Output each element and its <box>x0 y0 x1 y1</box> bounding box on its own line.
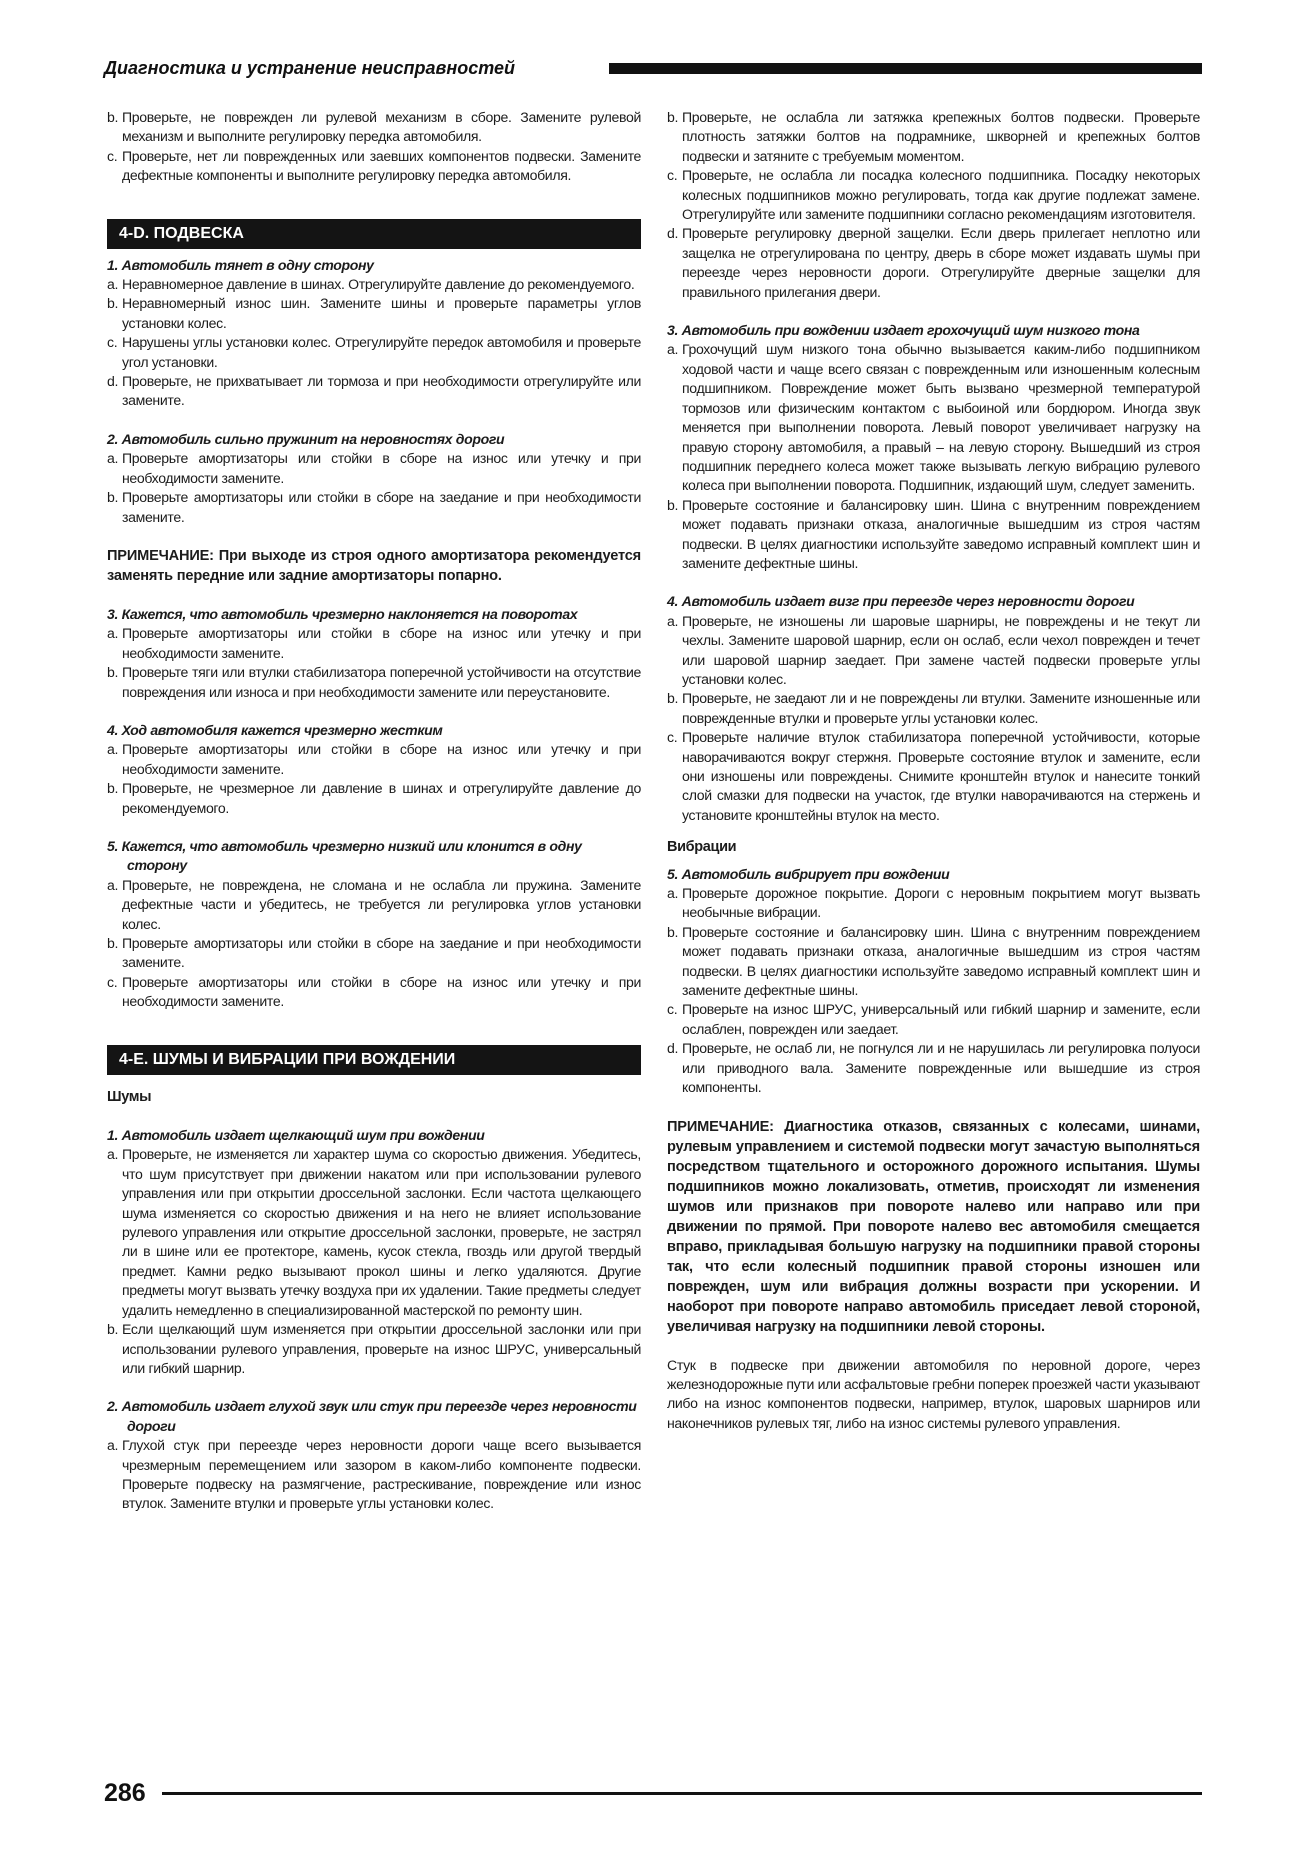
item-text: Проверьте, не ослабла ли посадка колесного подшипника. Посадку некоторых колесных подшипников можно регулировать, тогда как другие подлежат замене. Отрегулируйте или замените подшипники согласно рекомендациям изготовителя. <box>682 167 1200 223</box>
note-block: ПРИМЕЧАНИЕ: При выходе из строя одного амортизатора рекомендуется заменять передние или задние амортизаторы попарно. <box>107 547 641 584</box>
header-rule <box>609 63 1202 74</box>
item-label: c. <box>667 729 678 746</box>
item-text: Проверьте регулировку дверной защелки. Если дверь прилегает неплотно или защелка не отрегулирована по центру, дверь в сборе может издавать шумы при переезде через неровности дороги. Отрегулируйте дверные защелки для правильного прилегания двери. <box>682 225 1200 300</box>
item-text: Проверьте амортизаторы или стойки в сборе на заедание и при необходимости замените. <box>122 489 641 525</box>
item-label: d. <box>667 225 679 242</box>
item-label: b. <box>107 935 119 951</box>
list-item <box>667 884 1200 923</box>
right-column <box>667 108 1200 1433</box>
list-item <box>107 1145 641 1320</box>
item-label: d. <box>107 373 119 390</box>
item-label: a. <box>107 276 119 293</box>
section-heading-4d: 4-D. ПОДВЕСКА <box>107 219 641 249</box>
intro-items <box>107 108 641 186</box>
subtitle-noises: Шумы <box>107 1088 152 1105</box>
item-text: Проверьте тяги или втулки стабилизатора поперечной устойчивости на отсутствие повреждения или износа и при необходимости замените или переустановите. <box>122 664 641 700</box>
list-item <box>107 973 641 1012</box>
item-text: Проверьте, нет ли поврежденных или заевших компонентов подвески. Замените дефектные компоненты и выполните регулировку передка автомобиля. <box>122 147 641 184</box>
list-item <box>667 166 1200 224</box>
item-text: Проверьте амортизаторы или стойки в сборе на износ или утечку и при необходимости замените. <box>122 450 641 486</box>
item-label: a. <box>107 625 119 642</box>
item-text: Проверьте, не прихватывает ли тормоза и при необходимости отрегулируйте или замените. <box>122 373 641 409</box>
item-text: Проверьте, не ослаб ли, не погнулся ли и не нарушилась ли регулировка полуоси или приводного вала. Замените поврежденные или вышедшие из строя компоненты. <box>682 1040 1200 1096</box>
note-block: ПРИМЕЧАНИЕ: Диагностика отказов, связанных с колесами, шинами, рулевым управлением и системой подвески могут зачастую выполняться посредством тщательного и осторожного дорожного испытания. Шумы подшипников можно локализовать, отметив, происходят ли изменения шумов или признаков при повороте налево или направо или при движении по прямой. При повороте налево вес автомобиля смещается вправо, прикладывая большую нагрузку на подшипники правой стороны так, что если колесный подшипник правой стороны изношен или поврежден, шум или вибрация должны возрасти при ускорении. И наоборот при повороте направо автомобиль приседает левой стороной, увеличивая нагрузку на подшипники левой стороны. <box>667 1118 1200 1335</box>
item-text: Проверьте на износ ШРУС, универсальный или гибкий шарнир и замените, если ослаблен, поврежден или заедает. <box>682 1001 1200 1037</box>
subsection-heading: 3. Кажется, что автомобиль чрезмерно наклоняется на поворотах <box>107 605 578 622</box>
item-text: Проверьте амортизаторы или стойки в сборе на износ или утечку и при необходимости замените. <box>122 625 641 661</box>
item-text: Глухой стук при переезде через неровности дороги чаще всего вызывается чрезмерным перемещением или зазором в каком-либо компоненте подвески. Проверьте подвеску на размягчение, растрескивание, повреждение или износ втулок. Замените втулки и проверьте углы установки колес. <box>122 1437 641 1512</box>
list-item <box>107 663 641 702</box>
list-item <box>107 333 641 372</box>
list-item <box>107 372 641 411</box>
subsection-heading: 4. Ход автомобиля кажется чрезмерно жестким <box>107 721 443 738</box>
item-label: b. <box>107 1321 119 1338</box>
list-item <box>667 728 1200 825</box>
item-text: Неравномерное давление в шинах. Отрегулируйте давление до рекомендуемого. <box>122 276 635 293</box>
subsection-heading: 1. Автомобиль издает щелкающий шум при вождении <box>107 1127 485 1144</box>
item-text: Если щелкающий шум изменяется при открытии дроссельной заслонки или при использовании рулевого управления, проверьте на износ ШРУС, универсальный или гибкий шарнир. <box>122 1321 641 1376</box>
item-text: Проверьте амортизаторы или стойки в сборе на износ или утечку и при необходимости замените. <box>122 741 641 777</box>
item-text: Проверьте, не повреждена, не сломана и не ослабла ли пружина. Замените дефектные части и убедитесь, не требуется ли регулировка углов установки колес. <box>122 876 641 932</box>
item-label: c. <box>107 147 118 164</box>
item-text: Грохочущий шум низкого тона обычно вызывается каким-либо подшипником ходовой части и чаще всего связан с поврежденным или изношенным колесным подшипником. Повреждение может быть вызвано чрезмерной температурой тормозов или физическим контактом с выбоиной или бордюром. Иногда звук меняется при выполнении поворота. Левый поворот увеличивает нагрузку на правую сторону автомобиля, а правый – на левую сторону. Вышедший из строя подшипник переднего колеса может также вызывать легкую вибрацию рулевого колеса при выполнении поворота. Подшипник, издающий шум, следует заменить. <box>682 341 1200 494</box>
item-text: Проверьте состояние и балансировку шин. Шина с внутренним повреждением может подавать признаки отказа, аналогичные вышедшим из строя частям подвески. В целях диагностики используйте заведомо исправный комплект шин и замените дефектные шины. <box>682 923 1200 999</box>
list-item <box>107 1320 641 1378</box>
item-text: Проверьте амортизаторы или стойки в сборе на износ или утечку и при необходимости замените. <box>122 973 641 1010</box>
list-item <box>107 934 641 973</box>
subsection-heading: 5. Автомобиль вибрирует при вождении <box>667 865 950 882</box>
list-item <box>667 224 1200 302</box>
list-item <box>107 488 641 527</box>
list-item <box>107 147 641 186</box>
item-label: b. <box>667 496 679 513</box>
item-text: Проверьте, не чрезмерное ли давление в шинах и отрегулируйте давление до рекомендуемого. <box>122 780 641 816</box>
header-title: Диагностика и устранение неисправностей <box>104 58 516 78</box>
item-label: b. <box>107 109 119 125</box>
list-item <box>107 108 641 147</box>
subsection-heading: 5. Кажется, что автомобиль чрезмерно низкий или клонится в одну сторону <box>107 837 582 874</box>
list-item <box>667 496 1200 574</box>
page-number: 286 <box>104 1779 146 1807</box>
list-item <box>107 779 641 818</box>
item-text: Проверьте, не изменяется ли характер шума со скоростью движения. Убедитесь, что шум присутствует при движении накатом или при использовании рулевого управления или при открытии дроссельной заслонки. Если частота щелкающего шума изменяется со скоростью движения и на него не влияет использование рулевого управления или открытие дроссельной заслонки, проверьте, не застрял ли в шине или ее протекторе, камень, кусок стекла, гвоздь или другой твердый предмет. Камни редко вызывают прокол шины и легко удаляются. Другие предметы могут вызвать утечку воздуха при их удалении. Такие предметы следует удалить немедленно в специализированной мастерской по ремонту шин. <box>122 1146 641 1318</box>
left-column <box>107 108 641 1514</box>
item-text: Проверьте, не заедают ли и не повреждены ли втулки. Замените изношенные или поврежденные втулки и проверьте углы установки колес. <box>682 690 1200 726</box>
subsection-heading: 4. Автомобиль издает визг при переезде через неровности дороги <box>667 593 1135 610</box>
item-text: Проверьте, не поврежден ли рулевой механизм в сборе. Замените рулевой механизм и выполните регулировку передка автомобиля. <box>122 109 641 145</box>
item-label: a. <box>107 1437 119 1454</box>
item-label: b. <box>667 109 679 125</box>
item-label: a. <box>107 1146 119 1163</box>
subsection-heading: 2. Автомобиль сильно пружинит на неровностях дороги <box>107 430 505 447</box>
list-item <box>667 923 1200 1001</box>
item-text: Проверьте, не изношены ли шаровые шарниры, не повреждены и не текут ли чехлы. Замените шаровой шарнир, если он ослаб, если чехол поврежден и течет или шаровой шарнир заедает. При замене частей подвески проверьте углы установки колес. <box>682 612 1200 687</box>
item-label: c. <box>107 334 118 351</box>
subsection-heading: 2. Автомобиль издает глухой звук или стук при переезде через неровности дороги <box>107 1398 637 1434</box>
item-label: c. <box>667 1001 678 1018</box>
closing-paragraph: Стук в подвеске при движении автомобиля по неровной дороге, через железнодорожные пути или асфальтовые гребни поперек проезжей части указывают либо на износ компонентов подвески, например, втулок, шаровых шарниров или наконечников рулевых тяг, либо на износ системы рулевого управления. <box>667 1356 1200 1431</box>
item-label: b. <box>667 690 679 707</box>
item-label: a. <box>107 741 119 758</box>
subtitle-vibrations: Вибрации <box>667 839 737 856</box>
item-label: b. <box>107 780 119 797</box>
item-text: Проверьте состояние и балансировку шин. Шина с внутренним повреждением может подавать признаки отказа, аналогичные вышедшим из строя частям подвески. В целях диагностики используйте заведомо исправный комплект шин и замените дефектные шины. <box>682 496 1200 571</box>
item-label: c. <box>107 973 118 990</box>
item-label: d. <box>667 1040 679 1057</box>
item-text: Проверьте, не ослабла ли затяжка крепежных болтов подвески. Проверьте плотность затяжки болтов на подрамнике, шкворней и крепежных болтов подвески и затяните с требуемым моментом. <box>682 109 1200 164</box>
list-item <box>107 1436 641 1514</box>
item-label: a. <box>667 612 679 629</box>
list-item <box>107 275 641 294</box>
item-label: c. <box>667 167 678 184</box>
list-item <box>107 624 641 663</box>
item-text: Неравномерный износ шин. Замените шины и проверьте параметры углов установки колес. <box>122 295 641 331</box>
item-text: Проверьте дорожное покрытие. Дороги с неровным покрытием могут вызвать необычные вибрации. <box>682 885 1200 921</box>
list-item <box>667 1039 1200 1097</box>
item-text: Проверьте наличие втулок стабилизатора поперечной устойчивости, которые наворачиваются вокруг стержня. Проверьте состояние втулок и замените, если они изношены или повреждены. Снимите кронштейн втулок и нанесите тонкий слой смазки для подвески на участок, где втулки наворачиваются на стержень и установите кронштейны втулок на место. <box>682 729 1200 823</box>
item-label: a. <box>667 341 679 358</box>
list-item <box>667 340 1200 495</box>
item-label: a. <box>107 450 119 467</box>
list-item <box>107 449 641 488</box>
item-label: a. <box>107 876 119 893</box>
page-footer <box>104 1778 1202 1808</box>
list-item <box>667 108 1200 166</box>
section-heading-4e: 4-E. ШУМЫ И ВИБРАЦИИ ПРИ ВОЖДЕНИИ <box>107 1045 641 1075</box>
item-label: b. <box>107 664 119 681</box>
list-item <box>667 1000 1200 1039</box>
list-item <box>667 612 1200 690</box>
item-label: b. <box>667 923 679 940</box>
item-label: b. <box>107 295 119 312</box>
item-label: b. <box>107 489 119 506</box>
footer-rule <box>162 1792 1202 1795</box>
subsection-heading: 3. Автомобиль при вождении издает грохочущий шум низкого тона <box>667 322 1140 339</box>
list-item <box>107 876 641 934</box>
item-label: a. <box>667 885 679 902</box>
list-item <box>667 689 1200 728</box>
subsection-heading: 1. Автомобиль тянет в одну сторону <box>107 256 374 273</box>
running-header <box>104 57 1202 79</box>
item-text: Нарушены углы установки колес. Отрегулируйте передок автомобиля и проверьте угол установки. <box>122 334 641 370</box>
item-text: Проверьте амортизаторы или стойки в сборе на заедание и при необходимости замените. <box>122 935 641 971</box>
list-item <box>107 740 641 779</box>
list-item <box>107 294 641 333</box>
